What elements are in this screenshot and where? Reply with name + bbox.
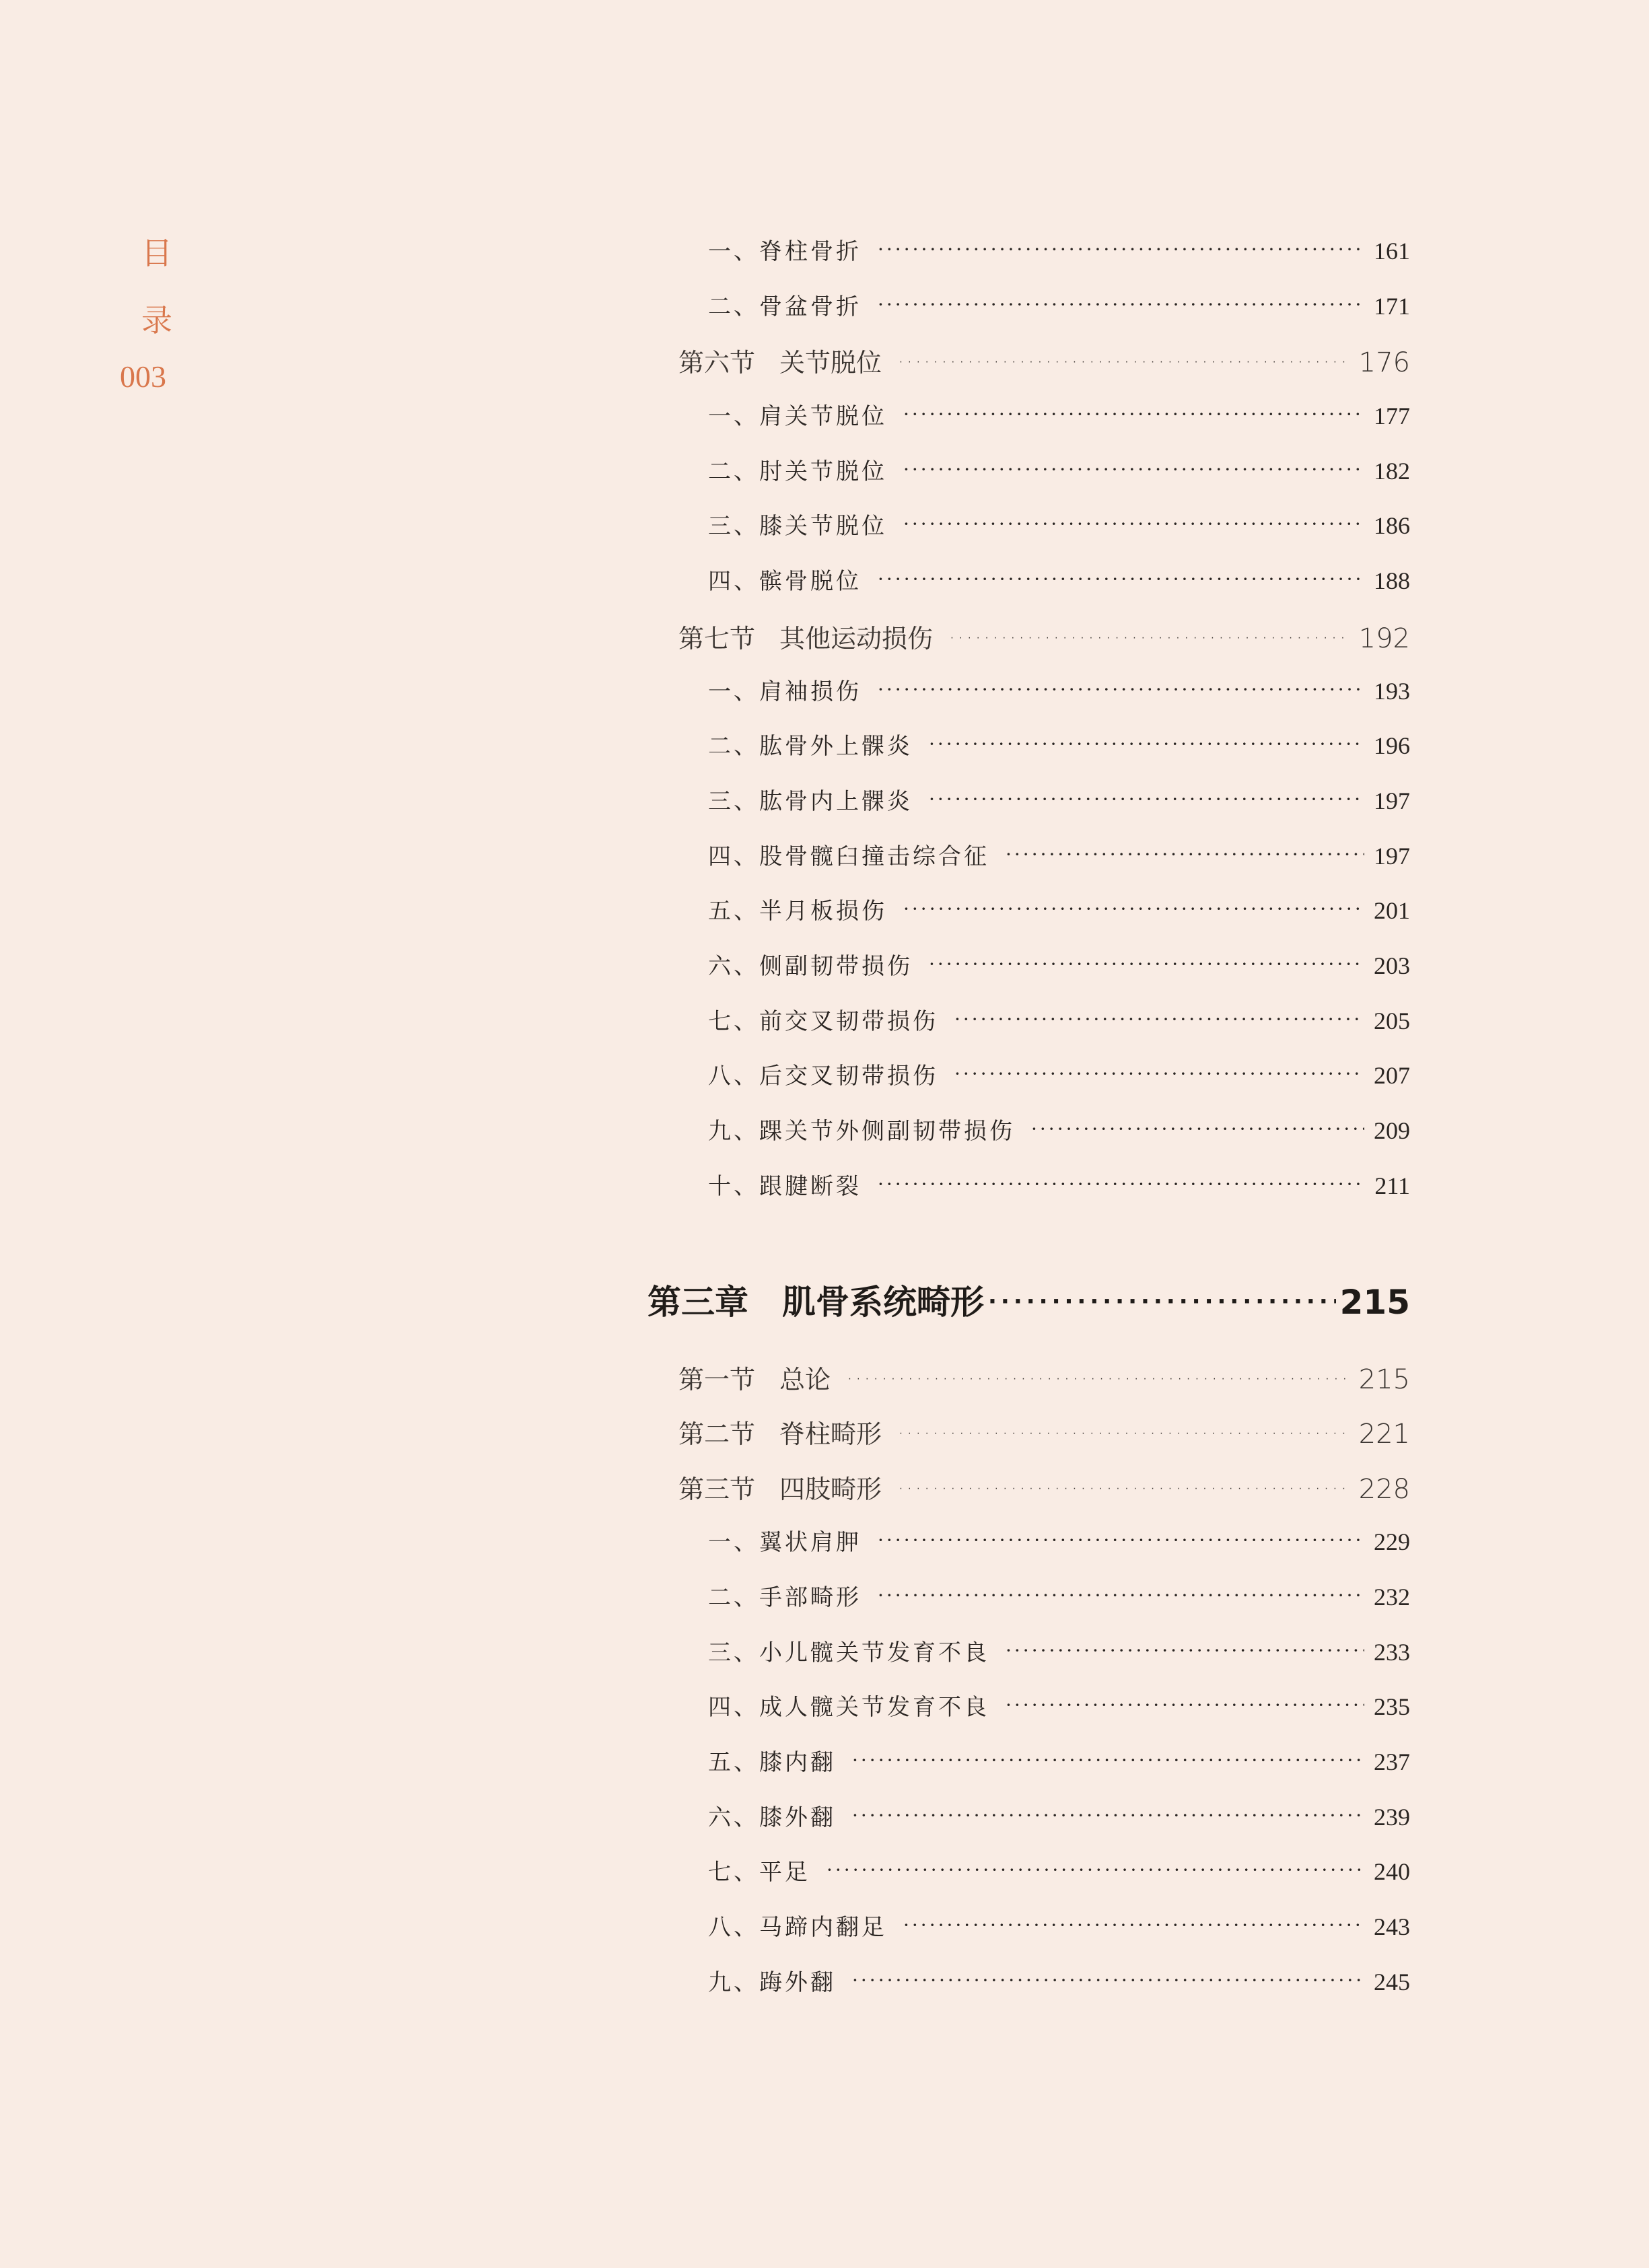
toc-item[interactable] — [708, 1964, 1410, 1997]
toc-item-label: 一、脊柱骨折 — [708, 238, 862, 265]
toc-page-number: 235 — [1374, 1693, 1410, 1720]
toc-item-label: 一、肩关节脱位 — [708, 403, 887, 430]
toc-item[interactable] — [708, 1744, 1410, 1777]
toc-page-number: 182 — [1374, 458, 1410, 485]
toc-item[interactable] — [708, 1689, 1410, 1722]
toc-item-label: 六、膝外翻 — [708, 1804, 836, 1831]
dot-leader — [898, 346, 1349, 371]
toc-page-number: 243 — [1374, 1913, 1410, 1940]
toc-section[interactable] — [678, 1468, 1410, 1505]
toc-page-number: 193 — [1374, 678, 1410, 705]
section-title: 四肢畸形 — [779, 1475, 882, 1504]
dot-leader — [903, 896, 1364, 919]
toc-item[interactable] — [708, 1112, 1410, 1145]
toc-item-label: 四、髌骨脱位 — [708, 568, 862, 595]
toc-item[interactable] — [708, 1909, 1410, 1942]
toc-page-number: 197 — [1374, 843, 1410, 870]
toc-page-number: 228 — [1358, 1474, 1410, 1505]
dot-leader — [954, 1061, 1364, 1084]
toc-item-label: 四、股骨髋臼撞击综合征 — [708, 843, 989, 870]
toc-item[interactable] — [708, 1168, 1410, 1201]
toc-section[interactable] — [678, 1413, 1410, 1450]
toc-item-label: 三、小儿髋关节发育不良 — [708, 1639, 989, 1666]
toc-section[interactable] — [678, 618, 1410, 655]
toc-item[interactable] — [708, 892, 1410, 925]
toc-page-number: 161 — [1374, 238, 1410, 264]
toc-page-number: 205 — [1374, 1007, 1410, 1034]
toc-page-number: 245 — [1374, 1969, 1410, 1995]
toc-item[interactable] — [708, 1057, 1410, 1090]
dot-leader — [852, 1967, 1364, 1990]
toc-item[interactable] — [708, 1799, 1410, 1832]
section-title: 脊柱畸形 — [779, 1419, 882, 1449]
toc-item-label: 二、肱骨外上髁炎 — [708, 733, 913, 760]
toc-page-number: 188 — [1374, 567, 1410, 594]
toc-item[interactable] — [708, 948, 1410, 981]
toc-page-number: 232 — [1374, 1584, 1410, 1610]
dot-leader — [929, 731, 1364, 754]
dot-leader — [988, 1280, 1336, 1314]
dot-leader — [929, 951, 1364, 974]
dot-leader — [898, 1473, 1349, 1498]
page-number: 003 — [120, 359, 166, 394]
toc-item[interactable] — [708, 398, 1410, 431]
toc-item-label: 一、翼状肩胛 — [708, 1529, 862, 1556]
section-title: 关节脱位 — [779, 348, 882, 378]
toc-item[interactable] — [708, 1853, 1410, 1886]
toc-item[interactable] — [708, 728, 1410, 760]
toc-item-label: 七、平足 — [708, 1859, 810, 1886]
dot-leader — [852, 1747, 1364, 1770]
side-label-lu: 录 — [141, 302, 172, 339]
toc-item-label: 二、骨盆骨折 — [708, 293, 862, 320]
toc-page-number: 177 — [1374, 402, 1410, 429]
toc-item-label: 四、成人髋关节发育不良 — [708, 1694, 989, 1721]
toc-item-label: 八、马蹄内翻足 — [708, 1914, 887, 1941]
dot-leader — [903, 401, 1364, 424]
toc-item[interactable] — [708, 1579, 1410, 1612]
toc-page-number: 221 — [1358, 1419, 1410, 1450]
toc-page-number: 229 — [1374, 1528, 1410, 1555]
toc-item[interactable] — [708, 783, 1410, 816]
dot-leader — [903, 511, 1364, 534]
dot-leader — [878, 291, 1364, 314]
dot-leader — [1006, 1637, 1364, 1660]
toc-page-number: 196 — [1374, 732, 1410, 759]
toc-item[interactable] — [708, 1003, 1410, 1036]
dot-leader — [903, 1912, 1364, 1935]
toc-item-label: 五、半月板损伤 — [708, 898, 887, 925]
chapter-title: 肌骨系统畸形 — [782, 1283, 984, 1322]
dot-leader — [898, 1417, 1349, 1443]
toc-page-number: 239 — [1374, 1804, 1410, 1831]
toc-page-number: 186 — [1374, 512, 1410, 539]
section-title: 总论 — [779, 1365, 831, 1394]
toc-section[interactable] — [678, 342, 1410, 379]
toc-item[interactable] — [708, 1634, 1410, 1667]
dot-leader — [878, 566, 1364, 589]
toc-item[interactable] — [708, 673, 1410, 706]
toc-page-number: 215 — [1358, 1364, 1410, 1395]
toc-item-label: 九、踝关节外侧副韧带损伤 — [708, 1118, 1015, 1145]
toc-item-label: 九、踇外翻 — [708, 1969, 836, 1996]
dot-leader — [954, 1006, 1364, 1029]
toc-page-number: 203 — [1374, 952, 1410, 979]
toc-item[interactable] — [708, 1524, 1410, 1557]
toc-item-label: 六、侧副韧带损伤 — [708, 953, 913, 980]
toc-chapter[interactable] — [647, 1275, 1410, 1324]
toc-item[interactable] — [708, 507, 1410, 540]
section-number: 第一节 — [678, 1365, 756, 1394]
section-number: 第七节 — [678, 624, 756, 653]
toc-page-number: 237 — [1374, 1748, 1410, 1775]
toc-section[interactable] — [678, 1359, 1410, 1396]
dot-leader — [878, 1527, 1364, 1550]
side-label-mu: 目 — [141, 235, 172, 271]
toc-item-label: 八、后交叉韧带损伤 — [708, 1063, 938, 1090]
toc-page-number: 197 — [1374, 787, 1410, 814]
chapter-number: 第三章 — [647, 1283, 748, 1322]
toc-page-number: 171 — [1374, 293, 1410, 320]
toc-page-number: 211 — [1374, 1172, 1410, 1199]
toc-item[interactable] — [708, 288, 1410, 321]
section-number: 第二节 — [678, 1419, 756, 1449]
dot-leader — [949, 622, 1349, 647]
toc-item-label: 一、肩袖损伤 — [708, 678, 862, 705]
toc-page-number: 233 — [1374, 1639, 1410, 1666]
toc-item[interactable] — [708, 563, 1410, 596]
dot-leader — [827, 1857, 1364, 1880]
section-title: 其他运动损伤 — [779, 624, 934, 653]
toc-item[interactable] — [708, 453, 1410, 486]
toc-item-label: 二、手部畸形 — [708, 1584, 862, 1611]
dot-leader — [1006, 841, 1364, 864]
dot-leader — [1031, 1116, 1364, 1139]
toc-page-number: 176 — [1358, 347, 1410, 378]
dot-leader — [1006, 1692, 1364, 1715]
toc-page-number: 215 — [1339, 1283, 1410, 1322]
toc-item[interactable] — [708, 233, 1410, 266]
section-number: 第六节 — [678, 348, 756, 378]
toc-page-number: 207 — [1374, 1062, 1410, 1089]
section-number: 第三节 — [678, 1475, 756, 1504]
toc-item[interactable] — [708, 838, 1410, 871]
toc-item-label: 十、跟腱断裂 — [708, 1173, 862, 1200]
dot-leader — [929, 786, 1364, 809]
toc-item-label: 三、肱骨内上髁炎 — [708, 788, 913, 815]
dot-leader — [878, 676, 1364, 699]
toc-item-label: 七、前交叉韧带损伤 — [708, 1008, 938, 1035]
toc-item-label: 二、肘关节脱位 — [708, 458, 887, 485]
dot-leader — [878, 236, 1364, 259]
toc-page-number: 201 — [1374, 897, 1410, 924]
dot-leader — [847, 1363, 1349, 1388]
dot-leader — [903, 456, 1364, 479]
dot-leader — [878, 1171, 1365, 1194]
toc-page-number: 192 — [1358, 623, 1410, 654]
dot-leader — [852, 1802, 1364, 1825]
toc-item-label: 五、膝内翻 — [708, 1749, 836, 1776]
toc-page-number: 240 — [1374, 1858, 1410, 1885]
dot-leader — [878, 1582, 1364, 1605]
toc-item-label: 三、膝关节脱位 — [708, 513, 887, 540]
toc-page-number: 209 — [1374, 1117, 1410, 1144]
